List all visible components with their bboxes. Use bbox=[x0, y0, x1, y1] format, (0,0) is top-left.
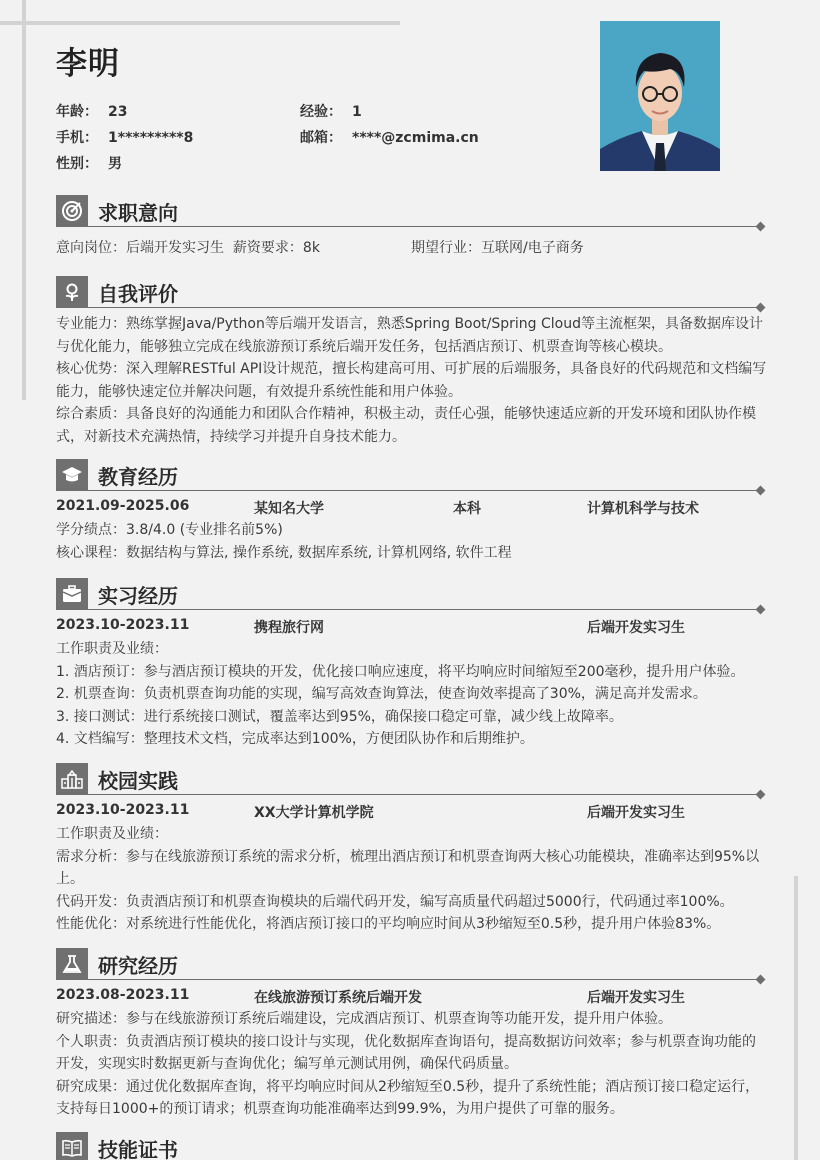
research-line: 研究描述：参与在线旅游预订系统后端建设，完成酒店预订、机票查询等功能开发，提升用户体验。 bbox=[56, 1011, 672, 1027]
section-header-internship bbox=[56, 578, 764, 610]
section-divider bbox=[88, 609, 760, 610]
campus-org: XX大学计算机学院 bbox=[254, 805, 374, 821]
research-line: 研究成果：通过优化数据库查询，将平均响应时间从2秒缩短至0.5秒，提升了系统性能；酒店预订接口稳定运行， bbox=[56, 1078, 760, 1095]
profile-photo bbox=[600, 21, 720, 171]
section-divider bbox=[88, 979, 760, 980]
campus-details bbox=[56, 823, 768, 936]
decorative-vertical-line-right bbox=[794, 876, 798, 1160]
self-eval-line: 核心优势：深入理解RESTful API设计规范，擅长构建高可用、可扩展的后端服务，具备良好的代码规范和文档编写 bbox=[56, 361, 767, 377]
campus-period: 2023.10-2023.11 bbox=[56, 802, 190, 818]
education-major: 计算机科学与技术 bbox=[587, 501, 699, 517]
campus-role: 后端开发实习生 bbox=[587, 805, 685, 821]
briefcase-icon bbox=[56, 578, 88, 610]
section-title: 自我评价 bbox=[98, 282, 178, 306]
gender-field bbox=[56, 153, 122, 173]
research-line: 支持每日1000+的预订请求；机票查询功能准确率达到99.9%，为用户提供了可靠的服务。 bbox=[56, 1101, 624, 1117]
divider-diamond bbox=[756, 222, 766, 232]
decorative-vertical-line bbox=[22, 0, 26, 400]
section-header-research bbox=[56, 948, 764, 980]
research-project: 在线旅游预订系统后端开发 bbox=[254, 990, 422, 1006]
age-field bbox=[56, 101, 127, 121]
phone-value: 1*********8 bbox=[108, 130, 194, 146]
section-title: 求职意向 bbox=[98, 201, 178, 225]
self-eval-line: 综合素质：具备良好的沟通能力和团队合作精神，积极主动，责任心强，能够快速适应新的开发环境和团队协作模 bbox=[56, 406, 756, 422]
target-icon bbox=[56, 195, 88, 227]
internship-line: 工作职责及业绩： bbox=[56, 641, 168, 657]
age-value: 23 bbox=[108, 104, 128, 120]
campus-line: 上。 bbox=[56, 871, 84, 887]
decorative-horizontal-line bbox=[0, 21, 400, 25]
graduation-cap-icon bbox=[56, 459, 88, 491]
section-title: 技能证书 bbox=[98, 1138, 178, 1160]
self-eval-line: 式，对新技术充满热情，持续学习并提升自身技术能力。 bbox=[56, 428, 406, 445]
age-label: 年龄： bbox=[56, 104, 98, 120]
experience-label: 经验： bbox=[300, 104, 342, 120]
self-eval-line: 专业能力：熟练掌握Java/Python等后端开发语言，熟悉Spring Boot/Spring Cloud等主流框架，具备数据库设计 bbox=[56, 316, 764, 332]
education-details bbox=[56, 519, 768, 564]
internship-details bbox=[56, 638, 768, 751]
campus-line: 代码开发：负责酒店预订和机票查询模块的后端代码开发，编写高质量代码超过5000行，代码通过率100%。 bbox=[56, 893, 734, 910]
email-value: ****@zcmima.cn bbox=[352, 130, 479, 146]
internship-company: 携程旅行网 bbox=[254, 620, 324, 636]
section-title: 研究经历 bbox=[98, 954, 178, 978]
self-eval-line: 能力，能够快速定位并解决问题，有效提升系统性能和用户体验。 bbox=[56, 383, 462, 400]
divider-diamond bbox=[756, 486, 766, 496]
flask-icon bbox=[56, 948, 88, 980]
education-period: 2021.09-2025.06 bbox=[56, 498, 190, 514]
internship-period: 2023.10-2023.11 bbox=[56, 617, 190, 633]
intent-position bbox=[56, 237, 356, 260]
experience-field bbox=[300, 101, 362, 121]
education-degree: 本科 bbox=[453, 501, 481, 517]
flower-icon bbox=[56, 276, 88, 308]
divider-diamond bbox=[756, 605, 766, 615]
divider-diamond bbox=[756, 303, 766, 313]
section-header-self-evaluation bbox=[56, 276, 764, 308]
section-title: 校园实践 bbox=[98, 769, 178, 793]
section-divider bbox=[88, 307, 760, 308]
divider-diamond bbox=[756, 790, 766, 800]
divider-diamond bbox=[756, 975, 766, 985]
section-header-education bbox=[56, 459, 764, 491]
campus-line: 性能优化：对系统进行性能优化，将酒店预订接口的平均响应时间从3秒缩短至0.5秒，提升用户体验83%。 bbox=[56, 916, 721, 932]
research-period: 2023.08-2023.11 bbox=[56, 987, 190, 1003]
research-line: 个人职责：负责酒店预订模块的接口设计与实现，优化数据库查询语句，提高数据访问效率；参与机票查询功能的 bbox=[56, 1033, 756, 1050]
phone-field bbox=[56, 127, 193, 147]
section-title: 教育经历 bbox=[98, 465, 178, 489]
self-eval-text bbox=[56, 313, 768, 448]
email-label: 邮箱： bbox=[300, 130, 342, 146]
gender-label: 性别： bbox=[56, 156, 98, 172]
book-icon bbox=[56, 1132, 88, 1160]
internship-line: 2. 机票查询：负责机票查询功能的实现，编写高效查询算法，使查询效率提高了30%，满足高并发需求。 bbox=[56, 686, 707, 702]
intent-position-text: 意向岗位：后端开发实习生 bbox=[56, 240, 224, 256]
intent-industry: 期望行业：互联网/电子商务 bbox=[411, 240, 584, 256]
intent-salary: 薪资要求：8k bbox=[232, 240, 320, 256]
gender-value: 男 bbox=[108, 156, 122, 172]
education-school: 某知名大学 bbox=[254, 501, 324, 517]
experience-value: 1 bbox=[352, 104, 362, 120]
research-role: 后端开发实习生 bbox=[587, 990, 685, 1006]
research-details bbox=[56, 1008, 768, 1121]
section-divider bbox=[88, 226, 760, 227]
campus-line: 需求分析：参与在线旅游预订系统的需求分析，梳理出酒店预订和机票查询两大核心功能模块，准确率达到95%以 bbox=[56, 848, 760, 865]
email-field bbox=[300, 127, 479, 147]
internship-line: 4. 文档编写：整理技术文档，完成率达到100%，方便团队协作和后期维护。 bbox=[56, 731, 534, 747]
campus-line: 工作职责及业绩： bbox=[56, 826, 168, 842]
education-line: 核心课程：数据结构与算法, 操作系统, 数据库系统, 计算机网络, 软件工程 bbox=[56, 544, 512, 561]
internship-line: 1. 酒店预订：参与酒店预订模块的开发，优化接口响应速度，将平均响应时间缩短至200毫秒，提升用户体验。 bbox=[56, 663, 745, 680]
phone-label: 手机： bbox=[56, 130, 98, 146]
section-title: 实习经历 bbox=[98, 584, 178, 608]
section-divider bbox=[88, 490, 760, 491]
section-header-campus-practice bbox=[56, 763, 764, 795]
self-eval-line: 与优化能力，能够独立完成在线旅游预订系统后端开发任务，包括酒店预订、机票查询等核心模块。 bbox=[56, 338, 672, 355]
section-divider bbox=[88, 794, 760, 795]
research-line: 开发，实现实时数据更新与查询优化；编写单元测试用例，确保代码质量。 bbox=[56, 1056, 518, 1072]
section-header-job-intent bbox=[56, 195, 764, 227]
candidate-name: 李明 bbox=[56, 46, 120, 82]
section-header-skills bbox=[56, 1132, 764, 1160]
internship-line: 3. 接口测试：进行系统接口测试，覆盖率达到95%，确保接口稳定可靠，减少线上故障率。 bbox=[56, 708, 623, 725]
school-building-icon bbox=[56, 763, 88, 795]
education-line: 学分绩点：3.8/4.0 (专业排名前5%) bbox=[56, 522, 283, 538]
internship-role: 后端开发实习生 bbox=[587, 620, 685, 636]
